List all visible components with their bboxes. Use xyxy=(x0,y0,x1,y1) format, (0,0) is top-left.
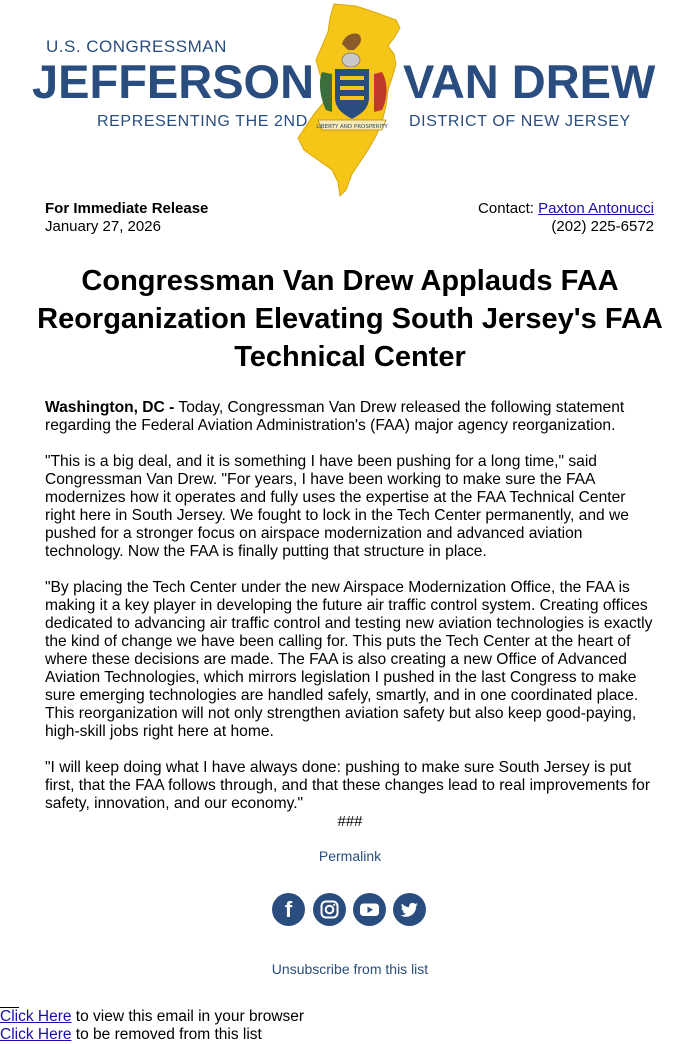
contact-name-link[interactable]: Paxton Antonucci xyxy=(538,200,654,217)
body-paragraph-1 xyxy=(45,399,660,435)
view-in-browser-link[interactable]: Click Here xyxy=(0,1008,72,1025)
banner-name-first: JEFFERSON xyxy=(32,55,315,108)
svg-text:f: f xyxy=(284,897,293,922)
unsubscribe-link[interactable]: Unsubscribe from this list xyxy=(271,961,429,977)
contact-line xyxy=(478,200,654,218)
banner-name-last: VAN DREW xyxy=(403,55,656,108)
dateline: Washington, DC - xyxy=(45,399,175,416)
instagram-icon[interactable] xyxy=(313,893,346,926)
youtube-icon[interactable] xyxy=(353,893,386,926)
end-mark: ### xyxy=(337,813,363,830)
footer-view-in-browser xyxy=(0,1008,304,1026)
release-info xyxy=(45,200,208,236)
twitter-icon[interactable] xyxy=(393,893,426,926)
remove-from-list-link[interactable]: Click Here xyxy=(0,1026,72,1043)
social-links xyxy=(272,893,432,927)
body-paragraph-2: "This is a big deal, and it is something I have been pushing for a long time," said Congressman Van Drew. "For years, I have been working to make sure the FAA modernizes how it operates and fully uses the expertise at the FAA Technical Center right here in South Jersey. We fought to lock in the Tech Center permanently, and we pushed for a stronger focus on airspace modernization and advanced aviation technology. Now the FAA is finally putting that structure in place. xyxy=(45,453,629,560)
remove-from-list-text: to be removed from this list xyxy=(71,1026,262,1043)
release-label: For Immediate Release xyxy=(45,200,209,217)
press-release-headline: Congressman Van Drew Applauds FAA Reorganization Elevating South Jersey's FAA Technical Center xyxy=(37,265,663,373)
new-jersey-seal-map-logo xyxy=(296,2,404,198)
banner-sub-right: DISTRICT OF NEW JERSEY xyxy=(409,113,631,130)
facebook-icon[interactable] xyxy=(272,893,305,926)
banner-top-line: U.S. CONGRESSMAN xyxy=(46,37,227,56)
seal-motto: LIBERTY AND PROSPERITY xyxy=(316,124,388,130)
permalink-link[interactable]: Permalink xyxy=(318,848,382,864)
body-paragraph-4: "I will keep doing what I have always done: pushing to make sure South Jersey is put first, that the FAA follows through, and that these changes lead to real improvements for safety, innovation, and our economy." xyxy=(45,759,651,812)
contact-label: Contact: xyxy=(478,200,539,217)
contact-phone: (202) 225-6572 xyxy=(551,218,654,235)
body-paragraph-3: "By placing the Tech Center under the new Airspace Modernization Office, the FAA is making it a key player in developing the future air traffic control system. Creating offices dedicated to advancing air traffic control and testing new aviation technologies is exactly the kind of change we have been calling for. This puts the Tech Center at the heart of where these decisions are made. The FAA is also creating a new Office of Advanced Aviation Technologies, which mirrors legislation I pushed in the last Congress to make sure emerging technologies are handled safely, smartly, and in one coordinated place. This reorganization will not only strengthen aviation safety but also keep good-paying, high-skill jobs right here at home. xyxy=(45,579,653,740)
body-paragraph-1-text: Today, Congressman Van Drew released the following statement regarding the Federal Aviation Administration's (FAA) major agency reorganization. xyxy=(45,399,625,434)
header-banner xyxy=(0,0,700,200)
contact-info xyxy=(478,200,654,236)
view-in-browser-text: to view this email in your browser xyxy=(71,1008,305,1025)
banner-sub-left: REPRESENTING THE 2ND xyxy=(97,113,308,130)
release-date: January 27, 2026 xyxy=(45,218,161,235)
footer-remove-from-list xyxy=(0,1026,262,1044)
press-release-body xyxy=(45,399,660,813)
